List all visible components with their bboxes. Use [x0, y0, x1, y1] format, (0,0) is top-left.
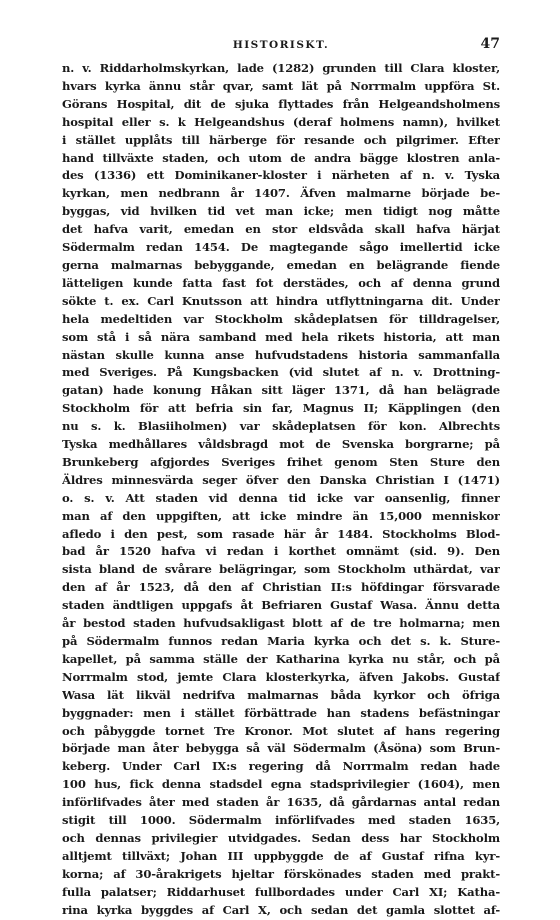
text-line: des (1336) ett Dominikaner-kloster i närheten af n. v. Tyska — [62, 168, 500, 183]
text-line: nästan skulle kunna anse hufvudstadens historia sammanfalla — [62, 347, 500, 362]
text-line: Södermalm redan 1454. De magtegande sågo imellertid icke — [62, 240, 500, 255]
text-line: Äldres minnesvärda seger öfver den Danska Christian I (1471) — [62, 472, 500, 487]
text-line: och dennas privilegier utvidgades. Sedan dess har Stockholm — [62, 830, 500, 845]
text-line: kyrkan, men nedbrann år 1407. Äfven malmarne började be- — [62, 186, 500, 201]
text-line: i stället upplåts till härberge för resande och pilgrimer. Efter — [62, 132, 500, 147]
text-line: hand tillväxte staden, och utom de andra bägge klostren anla- — [62, 150, 500, 165]
text-line: rina kyrka byggdes af Carl X, och sedan det gamla slottet af- — [62, 902, 500, 917]
text-line: och påbyggde tornet Tre Kronor. Mot slutet af hans regering — [62, 723, 500, 738]
text-line: byggas, vid hvilken tid vet man icke; men tidigt nog måtte — [62, 204, 500, 219]
text-line: n. v. Riddarholmskyrkan, lade (1282) grunden till Clara kloster, — [62, 61, 500, 75]
book-page — [62, 36, 500, 920]
text-line: det hafva varit, emedan en stor eldsvåda skall hafva härjat — [62, 222, 500, 237]
text-line: Stockholm för att befria sin far, Magnus II; Käpplingen (den — [62, 401, 500, 416]
page-header — [62, 36, 500, 56]
text-line: bad år 1520 hafva vi redan i korthet omnämt (sid. 9). Den — [62, 544, 500, 559]
text-line: kapellet, på samma ställe der Katharina kyrka nu står, och på — [62, 651, 500, 666]
text-line: sökte t. ex. Carl Knutsson att hindra utflyttningarna dit. Under — [62, 293, 500, 308]
text-line: alltjemt tillväxt; Johan III uppbyggde de af Gustaf rifna kyr- — [62, 848, 500, 863]
text-line: keberg. Under Carl IX:s regering då Norrmalm redan hade — [62, 759, 500, 774]
page-number: 47 — [480, 36, 500, 52]
text-line: byggnader: men i stället förbättrade han stadens befästningar — [62, 705, 500, 720]
text-line: stigit till 1000. Södermalm införlifvades med staden 1635, — [62, 813, 500, 828]
text-line: nu s. k. Blasiiholmen) var skådeplatsen för kon. Albrechts — [62, 419, 500, 434]
text-line: på Södermalm funnos redan Maria kyrka och det s. k. Sture- — [62, 634, 500, 648]
running-head: HISTORISKT. — [232, 39, 330, 51]
text-line: lätteligen kunde fatta fast fot derstädes, och af denna grund — [62, 275, 500, 290]
text-line: man af den uppgiften, att icke mindre än 15,000 menniskor — [62, 508, 500, 523]
text-line: Tyska medhållares våldsbragd mot de Svenska borgrarne; på — [62, 437, 500, 452]
text-line: Wasa lät likväl nedrifva malmarnas båda kyrkor och öfriga — [62, 687, 500, 702]
text-line: gatan) hade konung Håkan sitt läger 1371, då han belägrade — [62, 383, 500, 398]
text-line: gerna malmarnas bebyggande, emedan en belägrande fiende — [62, 257, 500, 272]
text-line: afledo i den pest, som rasade här år 1484. Stockholms Blod- — [62, 526, 500, 541]
text-line: den af år 1523, då den af Christian II:s höfdingar försvarade — [62, 580, 500, 595]
text-line: som stå i så nära samband med hela rikets historia, att man — [62, 329, 500, 344]
text-line: med Sveriges. På Kungsbacken (vid slutet af n. v. Drottning- — [62, 365, 500, 380]
text-line: Görans Hospital, dit de sjuka flyttades från Helgeandsholmens — [62, 96, 500, 111]
text-line: år bestod staden hufvudsakligast blott af de tre holmarna; men — [62, 616, 500, 631]
text-line: Norrmalm stod, jemte Clara klosterkyrka, äfven Jakobs. Gustaf — [62, 669, 500, 684]
text-line: 100 hus, fick denna stadsdel egna stadsprivilegier (1604), men — [62, 777, 500, 792]
text-line: korna; af 30-årakrigets hjeltar förskönades staden med prakt- — [62, 866, 500, 881]
text-line: hvars kyrka ännu står qvar, samt lät på Norrmalm uppföra St. — [62, 78, 500, 93]
text-line: staden ändtligen uppgafs åt Befriaren Gustaf Wasa. Ännu detta — [62, 598, 500, 613]
text-line: fulla palatser; Riddarhuset fullbordades under Carl XI; Katha- — [62, 884, 500, 899]
text-line: hela medeltiden var Stockholm skådeplatsen för tilldragelser, — [62, 311, 500, 326]
text-line: Brunkeberg afgjordes Sveriges frihet genom Sten Sture den — [62, 454, 500, 469]
body-text — [62, 60, 500, 920]
text-line: införlifvades åter med staden år 1635, då gårdarnas antal redan — [62, 795, 500, 810]
text-line: sista bland de svårare belägringar, som Stockholm uthärdat, var — [62, 562, 500, 577]
text-line: började man åter bebygga så väl Södermalm (Åsöna) som Brun- — [62, 741, 500, 756]
text-line: o. s. v. Att staden vid denna tid icke var oansenlig, finner — [62, 490, 500, 505]
text-line: hospital eller s. k Helgeandshus (deraf holmens namn), hvilket — [62, 114, 500, 129]
